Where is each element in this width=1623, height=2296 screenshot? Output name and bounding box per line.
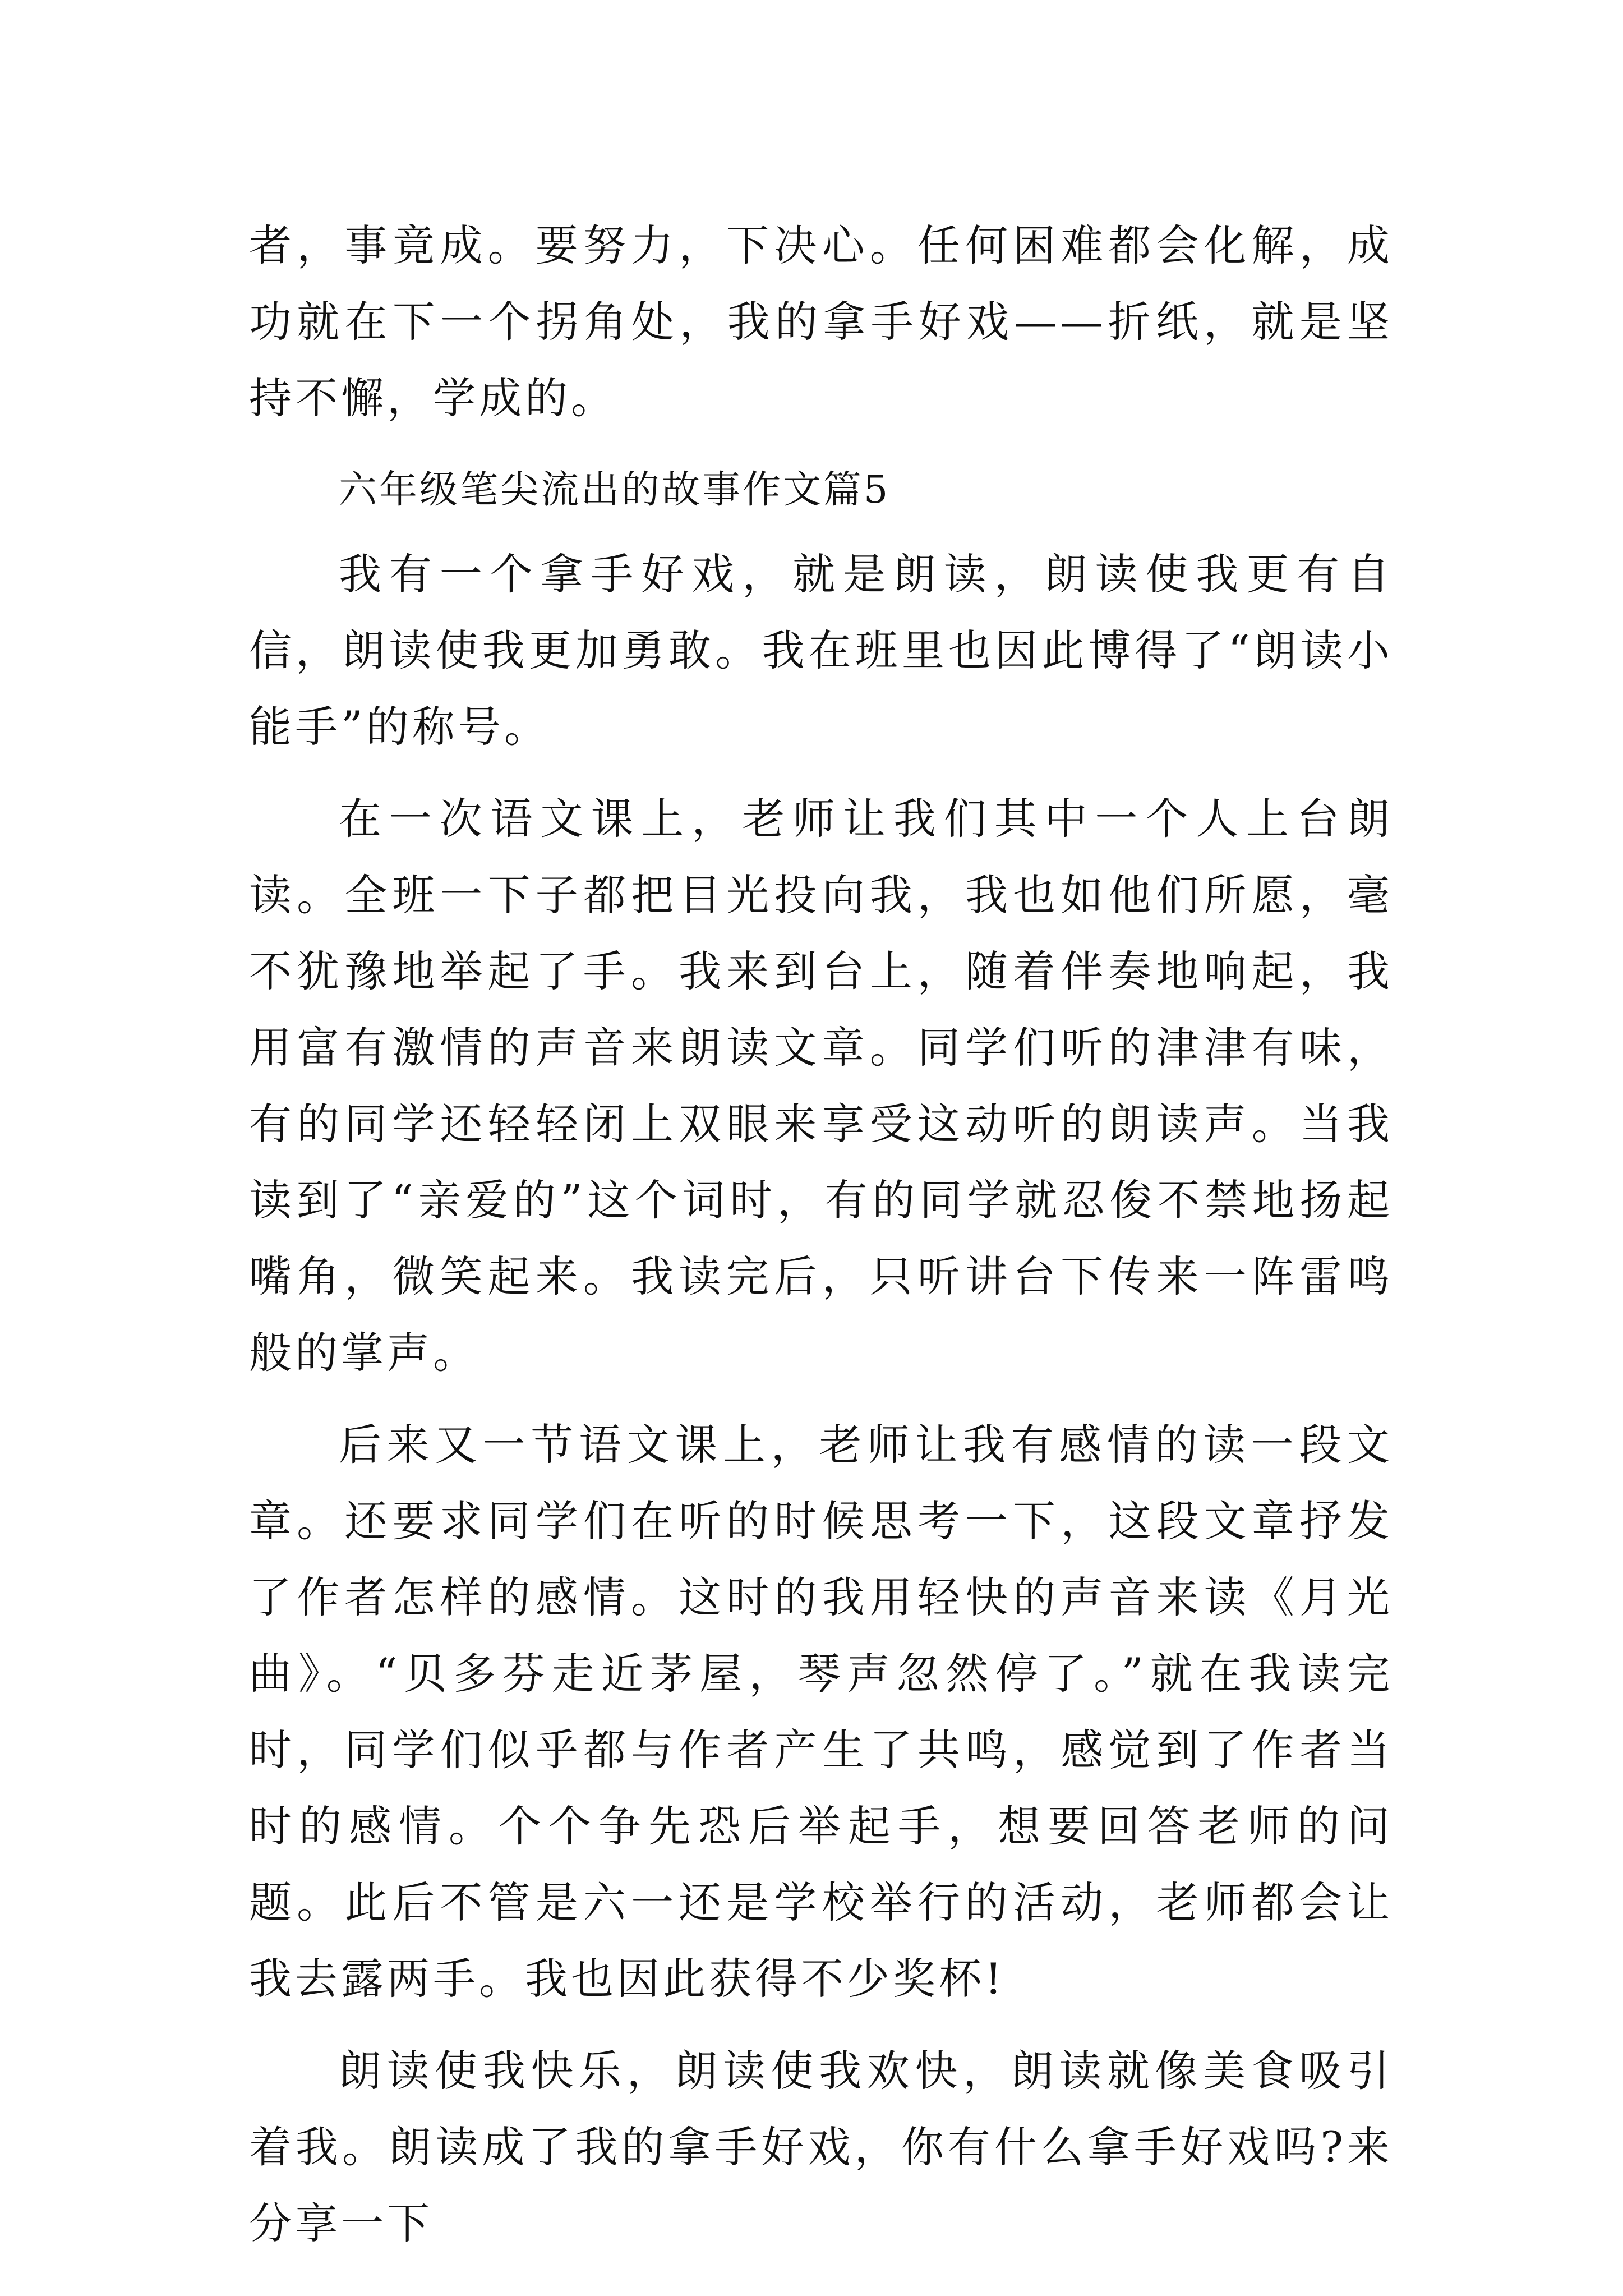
paragraph: 后来又一节语文课上，老师让我有感情的读一段文章。还要求同学们在听的时候思考一下，这段文章抒发了作者怎样的感情。这时的我用轻快的声音来读《月光曲》。“贝多芬走近茅屋，琴声忽然停了。”就在我读完时，同学们似乎都与作者产生了共鸣，感觉到了作者当时的感情。个个争先恐后举起手，想要回答老师的问题。此后不管是六一还是学校举行的活动，老师都会让我去露两手。我也因此获得不少奖杯!	[249, 1420, 1393, 2004]
paragraph: 在一次语文课上，老师让我们其中一个人上台朗读。全班一下子都把目光投向我，我也如他们所愿，毫不犹豫地举起了手。我来到台上，随着伴奏地响起，我用富有激情的声音来朗读文章。同学们听的津津有味，有的同学还轻轻闭上双眼来享受这动听的朗读声。当我读到了“亲爱的”这个词时，有的同学就忍俊不禁地扬起嘴角，微笑起来。我读完后，只听讲台下传来一阵雷鸣般的掌声。	[249, 794, 1393, 1378]
document-body	[249, 208, 1393, 2277]
paragraph-continuation: 者，事竟成。要努力，下决心。任何困难都会化解，成功就在下一个拐角处，我的拿手好戏——折纸，就是坚持不懈，学成的。	[249, 220, 1393, 423]
paragraph: 朗读使我快乐，朗读使我欢快，朗读就像美食吸引着我。朗读成了我的拿手好戏，你有什么拿手好戏吗?来分享一下	[249, 2046, 1393, 2248]
section-heading: 六年级笔尖流出的故事作文篇5	[339, 468, 891, 512]
paragraph: 我有一个拿手好戏，就是朗读，朗读使我更有自信，朗读使我更加勇敢。我在班里也因此博得了“朗读小能手”的称号。	[249, 549, 1393, 752]
